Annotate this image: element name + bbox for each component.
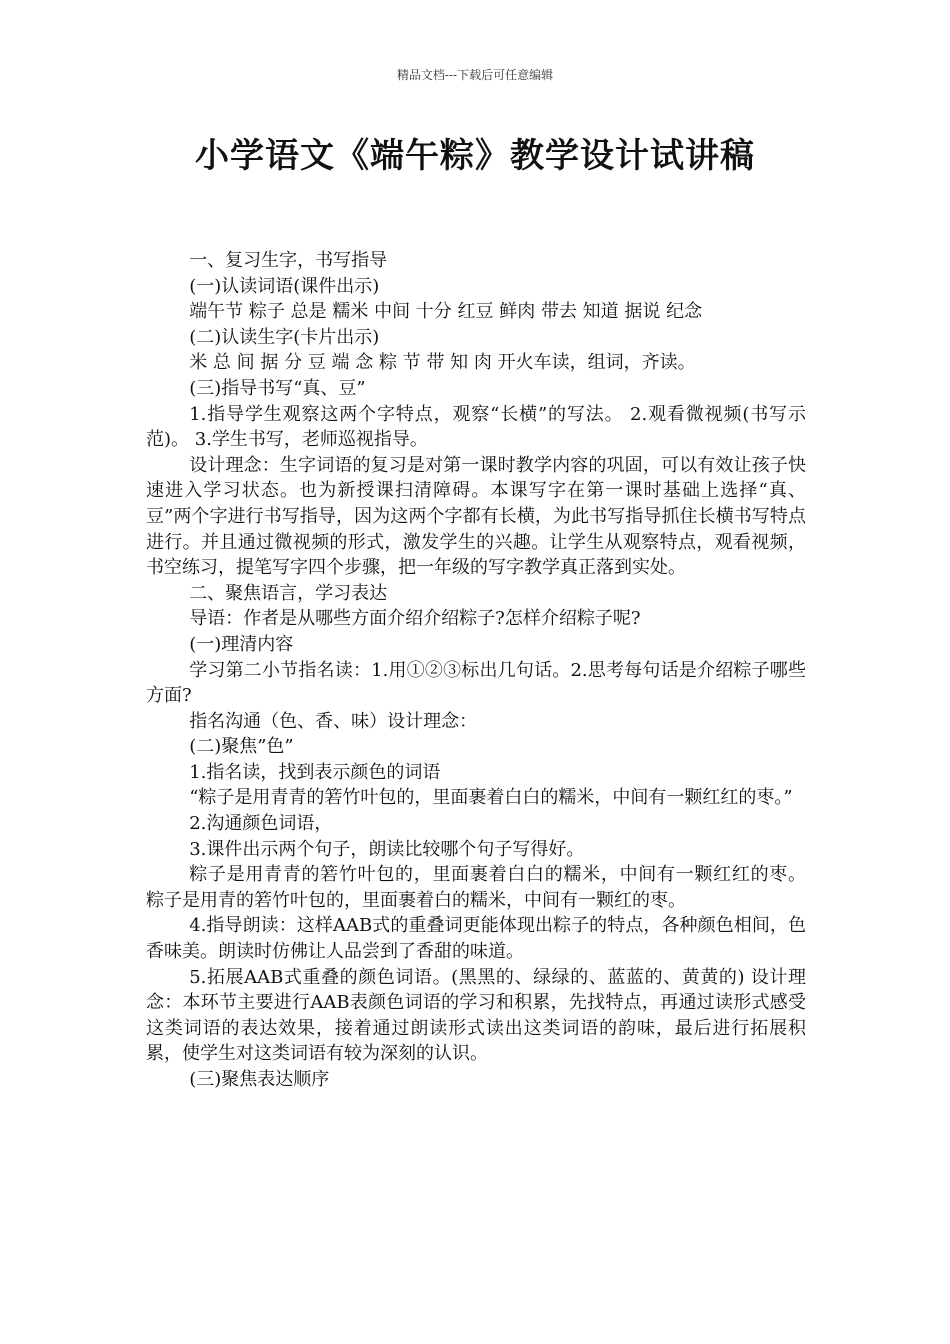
word-list: 端午节 粽子 总是 糯米 中间 十分 红豆 鲜肉 带去 知道 据说 纪念 (189, 301, 703, 323)
paragraph: 学习第二小节指名读：1.用①②③标出几句话。2.思考每句话是介绍粽子哪些方面? (146, 659, 806, 707)
design-concept-paragraph: 设计理念：生字词语的复习是对第一课时教学内容的巩固，可以有效让孩子快速进入学习状态。也为新授课扫清障碍。本课写字在第一课时基础上选择“真、豆”两个字进行书写指导，因为这两个字都有长横，为此书写指导抓住长横书写特点进行。并且通过微视频的形式，激发学生的兴趣。让学生从观察特点，观看视频，书空练习，提笔写字四个步骤，把一年级的写字教学真正落到实处。 (146, 454, 806, 579)
paragraph: 1.指导学生观察这两个字特点，观察“长横”的写法。 2.观看微视频(书写示范)。 3.学生书写，老师巡视指导。 (146, 403, 806, 451)
subheading: (一)理清内容 (189, 633, 294, 655)
subheading: (一)认读词语(课件出示) (189, 275, 380, 297)
paragraph: 3.课件出示两个句子，朗读比较哪个句子写得好。 (189, 838, 585, 860)
section-heading-2: 二、聚焦语言，学习表达 (189, 582, 388, 604)
subheading: (三)聚焦表达顺序 (189, 1069, 330, 1090)
header-note: 精品文档---下载后可任意编辑 (396, 68, 554, 82)
document-body (146, 248, 806, 1093)
subheading: (二)聚焦”色” (189, 736, 294, 758)
paragraph: 2.沟通颜色词语， (189, 813, 333, 835)
paragraph: 指名沟通（色、香、味）设计理念： (189, 710, 478, 732)
section-heading-1: 一、复习生字，书写指导 (189, 250, 388, 271)
paragraph: 4.指导朗读：这样AAB式的重叠词更能体现出粽子的特点，各种颜色相间，色香味美。朗读时仿佛让人品尝到了香甜的味道。 (146, 915, 806, 963)
paragraph: 导语：作者是从哪些方面介绍介绍粽子?怎样介绍粽子呢? (189, 608, 641, 630)
subheading: (三)指导书写“真、豆” (189, 377, 366, 399)
quote-paragraph: “粽子是用青青的箬竹叶包的，里面裹着白白的糯米，中间有一颗红红的枣。” (189, 787, 793, 809)
subheading: (二)认读生字(卡片出示) (189, 326, 380, 348)
paragraph: 5.拓展AAB式重叠的颜色词语。(黑黑的、绿绿的、蓝蓝的、黄黄的) 设计理念：本环节主要进行AAB表颜色词语的学习和积累，先找特点，再通过读形式感受这类词语的表达效果，接着通过朗读形式读出这类词语的韵味，最后进行拓展积累，使学生对这类词语有较为深刻的认识。 (146, 966, 806, 1065)
document-title: 小学语文《端午粽》教学设计试讲稿 (195, 136, 755, 176)
character-list: 米 总 间 据 分 豆 端 念 粽 节 带 知 肉 开火车读，组词，齐读。 (189, 352, 696, 374)
comparison-paragraph: 粽子是用青青的箬竹叶包的，里面裹着白白的糯米，中间有一颗红红的枣。 粽子是用青的箬竹叶包的，里面裹着白的糯米，中间有一颗红的枣。 (146, 864, 806, 911)
paragraph: 1.指名读，找到表示颜色的词语 (189, 761, 441, 783)
